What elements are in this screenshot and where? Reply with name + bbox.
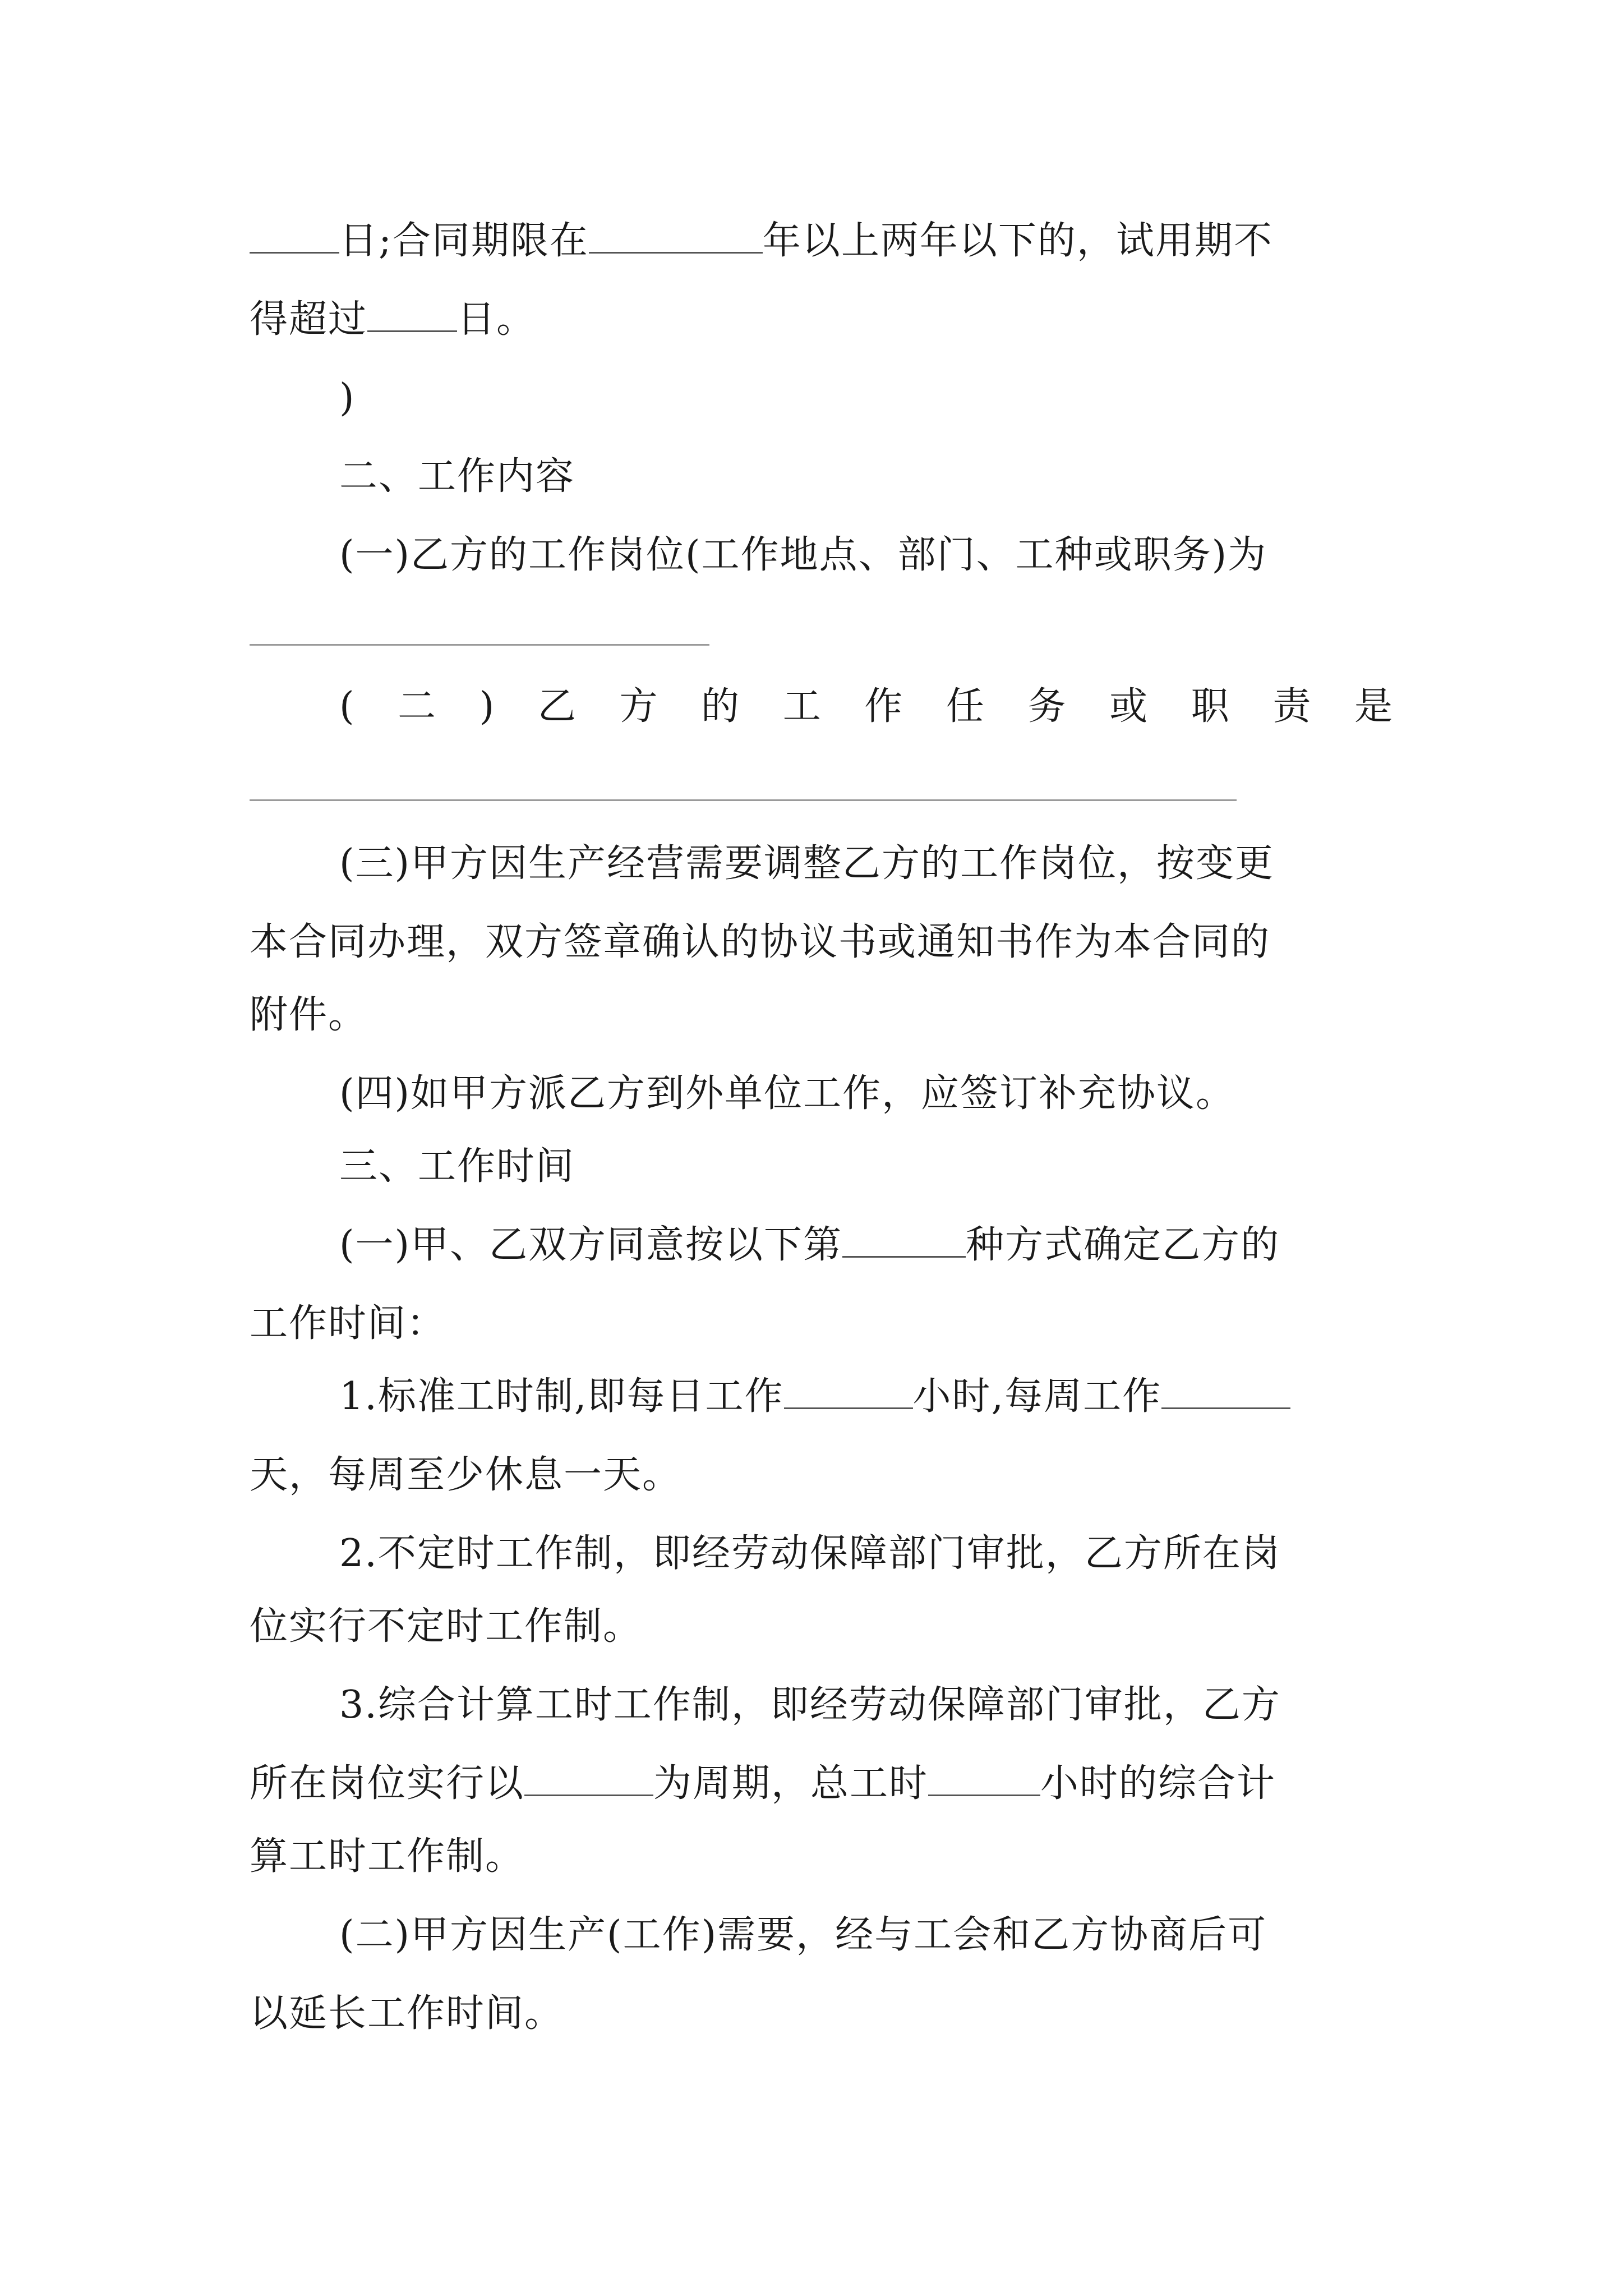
- blank-field[interactable]: [367, 296, 457, 332]
- blank-field[interactable]: [1161, 1373, 1290, 1409]
- char: 二: [398, 684, 437, 729]
- char: 作: [864, 684, 904, 729]
- char: (: [339, 684, 356, 729]
- position-adjust-line-1: (三)甲方因生产经营需要调整乙方的工作岗位，按变更: [339, 841, 1275, 886]
- blank-field[interactable]: [589, 217, 763, 254]
- char: 工: [782, 684, 822, 729]
- standard-hours-line-1: [339, 1369, 1394, 1425]
- position-adjust-line-2: 本合同办理，双方签章确认的协议书或通知书作为本合同的: [250, 920, 1271, 964]
- text-segment: 得超过: [250, 297, 368, 342]
- work-time-method-line-1: [339, 1217, 1394, 1273]
- section-heading-work-time: 三、工作时间: [339, 1144, 575, 1189]
- text-segment: 日。: [457, 297, 536, 342]
- work-position-blank[interactable]: [250, 644, 709, 646]
- overtime-line-2: 以延长工作时间。: [250, 1991, 564, 2036]
- char: 或: [1109, 684, 1149, 729]
- probation-line-2: [250, 292, 1394, 348]
- char: 方: [619, 684, 659, 729]
- char: 责: [1272, 684, 1312, 729]
- work-duty-blank[interactable]: [250, 799, 1237, 801]
- flexible-hours-line-1: 2.不定时工作制，即经劳动保障部门审批，乙方所在岗: [339, 1531, 1281, 1576]
- char: 的: [701, 684, 741, 729]
- comprehensive-hours-line-3: 算工时工作制。: [250, 1834, 525, 1879]
- blank-field[interactable]: [842, 1221, 966, 1258]
- section-heading-work-content: 二、工作内容: [339, 454, 575, 499]
- text-segment: 1.标准工时制,即每日工作: [339, 1374, 784, 1419]
- flexible-hours-line-2: 位实行不定时工作制。: [250, 1604, 643, 1649]
- char: 是: [1354, 684, 1394, 729]
- text-segment: 种方式确定乙方的: [966, 1223, 1280, 1267]
- text-segment: 小时的综合计: [1040, 1761, 1276, 1806]
- char: 职: [1191, 684, 1230, 729]
- blank-field[interactable]: [928, 1760, 1040, 1796]
- blank-field[interactable]: [250, 217, 339, 254]
- text-segment: 为周期，总工时: [653, 1761, 929, 1806]
- text-segment: 小时,每周工作: [912, 1374, 1162, 1419]
- work-duty-line: [339, 679, 1394, 735]
- probation-line-1: [250, 213, 1394, 269]
- work-time-method-line-2: 工作时间：: [250, 1301, 446, 1346]
- char: ): [479, 684, 496, 729]
- position-adjust-line-3: 附件。: [250, 993, 368, 1037]
- blank-field[interactable]: [524, 1760, 653, 1796]
- text-segment: (一)甲、乙双方同意按以下第: [339, 1223, 843, 1267]
- work-position-line: (一)乙方的工作岗位(工作地点、部门、工种或职务)为: [339, 533, 1267, 577]
- text-segment: 年以上两年以下的，试用期不: [762, 219, 1273, 263]
- overtime-line-1: (二)甲方因生产(工作)需要，经与工会和乙方协商后可: [339, 1913, 1267, 1957]
- standard-hours-line-2: 天，每周至少休息一天。: [250, 1453, 682, 1497]
- comprehensive-hours-line-1: 3.综合计算工时工作制，即经劳动保障部门审批，乙方: [339, 1683, 1281, 1727]
- char: 乙: [537, 684, 577, 729]
- char: 务: [1027, 684, 1067, 729]
- closing-paren: ): [339, 376, 356, 420]
- blank-field[interactable]: [784, 1373, 913, 1409]
- comprehensive-hours-line-2: [250, 1756, 1394, 1812]
- text-segment: 所在岗位实行以: [250, 1761, 525, 1806]
- char: 任: [946, 684, 985, 729]
- outside-assignment-line: (四)如甲方派乙方到外单位工作，应签订补充协议。: [339, 1071, 1235, 1116]
- text-segment: 日;合同期限在: [339, 219, 589, 263]
